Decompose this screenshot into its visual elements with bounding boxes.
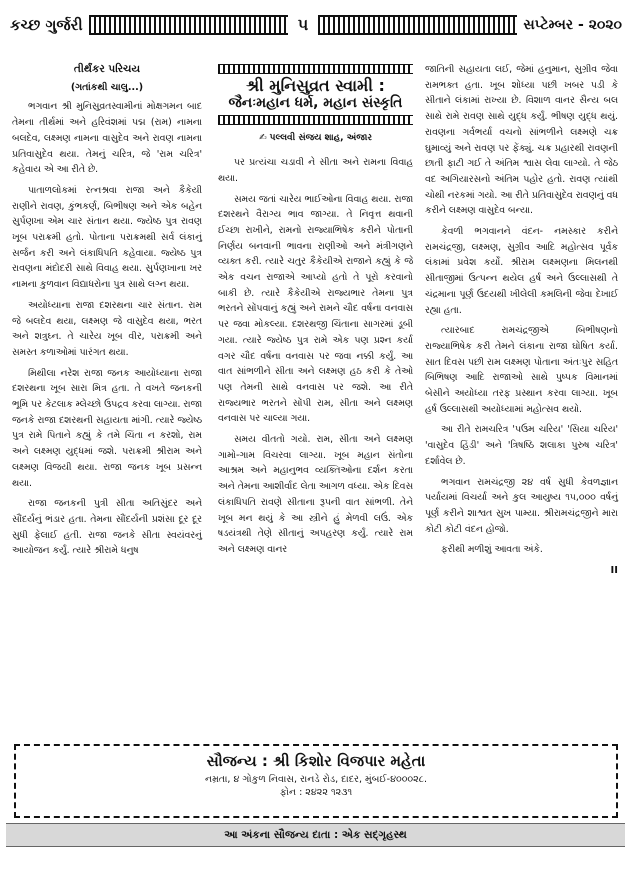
- left-paragraph-5: રાજા જનકની પુત્રી સીતા અતિસુંદર અને સૌંદર્યનું ભંડાર હતા. તેમના સૌંદર્યની પ્રશંસા દૂર દૂર સુધી ફેલાઈ હતી. રાજા જનકે સીતા સ્વયંવરનું આયોજન કર્યું. ત્યારે શ્રીરામે ધનુષ: [12, 498, 202, 557]
- page-header: [10, 10, 622, 40]
- right-paragraph-6: ફરીથી મળીશું આવતા અંકે.: [441, 544, 543, 556]
- left-paragraph-3: અયોધ્યાના રાજા દશરથના ચાર સંતાન. રામ જે બલદેવ થયા, લક્ષ્મણ જે વાસુદેવ થયા, ભરત અને શત્રુઘ્ન. તે ચારેય ખૂબ વીર, પરાક્રમી અને સમસ્ત કળાઓમાં પારંગત થયા.: [12, 299, 202, 358]
- page-number: ૫: [297, 15, 309, 34]
- right-paragraph-2: કેવળી ભગવાનને વંદન- નમસ્કાર કરીને રામચંદ્રજી, લક્ષ્મણ, સુગ્રીવ આદિ મહોત્સવ પૂર્વક લંકામાં પ્રવેશ કર્યો. શ્રીરામ લક્ષ્મણના મિલનથી સીતાજીમાં ઉત્પન્ન થયેલ હર્ષ અને ઉલ્લાસથી તે ચંદ્રમાના પૂર્ણ ઉદયથી ખીલેલી કમલિની જેવા દેખાઈ રહ્યા હતા.: [425, 226, 618, 316]
- continued-note: (ગતાંકથી ચાલુ...): [70, 81, 144, 93]
- right-paragraph-5: ભગવાન રામચંદ્રજી ૨૪ વર્ષ સુધી કેવળજ્ઞાન પર્યાયમાં વિચર્યા અને કુલ આયુષ્ય ૧૫,૦૦૦ વર્ષનું પૂર્ણ કરીને શાશ્વત સુખ પામ્યા. શ્રીરામચંદ્રજીને મારા કોટી કોટી વંદન હોજો.: [425, 476, 618, 535]
- left-column: [12, 62, 202, 564]
- left-paragraph-2: પાતાળલોકમાં રત્નશ્રવા રાજા અને કૈકેયી રાણીને રાવણ, કુંભકર્ણ, બિભીષણ અને એક બહેન સુર્પણખા એમ ચાર સંતાન થયા. જ્યેષ્ઠ પુત્ર રાવણ ખૂબ પરાક્રમી હતો. પોતાના પરાક્રમથી સર્વ લંકાનું સર્જન કરી અને લંકાધિપતિ કહેવાયા. જ્યેષ્ઠ પુત્ર રાવણના મંદોદરી સાથે વિવાહ થયા. સુર્પણખાના ખર નામના કુળવાન વિદ્યાધરોના પુત્ર સાથે લગ્ન થયા.: [12, 184, 202, 291]
- article-author: ✍ પલ્લવી સંજય શાહ, અંજાર: [259, 133, 372, 144]
- title-rule-bottom: [218, 115, 413, 125]
- header-border-left: [89, 15, 288, 35]
- section-title: તીર્થંકર પરિચય: [73, 63, 141, 75]
- issue-date: સપ્ટેમ્બર - ૨૦૨૦: [523, 17, 622, 33]
- article-subtitle: જૈનઃમહાન ધર્મ, મહાન સંસ્કૃતિ: [228, 94, 403, 111]
- sponsor-phone: ફોન : ૨૪૨૨ ૧૨૩૧: [279, 787, 353, 798]
- article-title: શ્રી મુનિસુવ્રત સ્વામી :: [246, 76, 385, 95]
- right-column: [425, 62, 618, 579]
- right-paragraph-1: જાતિની સહાયતા લઈ, જેમાં હનુમાન, સુગ્રીવ જેવા રામભક્ત હતા. ખૂબ શોધ્યા પછી ખબર પડી કે સીતાને લંકામાં રાખ્યા છે. વિશાળ વાનર સૈન્ય બલ સાથે રામે રાવણ સાથે યુદ્ધ કર્યું. ભીષણ યુદ્ધ થયું. રાવણના ગર્વભર્યા વચનો સાંભળીને લક્ષ્મણે ચક્ર ઘુમાવ્યું અને રાવણ પર ફેંક્યું. ચક્ર પ્રહારથી રાવણની છાતી ફાટી ગઈ તે અંતિમ શ્વાસ લેવા લાગ્યો. તે જેઠ વદ અગિયારસનો અંતિમ પહોર હતો. રાવણ ત્યાંથી ચોથી નરકમાં ગયો. આ રીતે પ્રતિવાસુદેવ રાવણનું વધ કરીને લક્ષ્મણ વાસુદેવ બન્યા.: [425, 64, 618, 217]
- title-rule-top: [218, 64, 413, 74]
- left-paragraph-4: મિથીલા નરેશ રાજા જનક આયોધ્યાના રાજા દશરથના ખૂબ સારા મિત્ર હતા. તે વખતે જનકની ભૂમિ પર કેટલાક મ્લેચ્છો ઉપદ્રવ કરવા લાગ્યા. રાજા જનકે રાજા દશરથની સહાયતા માંગી. ત્યારે જ્યેષ્ઠ પુત્ર રામે પિતાને કહ્યું કે તમે ચિંતા ન કરશો, રામ અને લક્ષ્મણ યુદ્ધમાં જશે. પરાક્રમી શ્રીરામ અને લક્ષ્મણ વિજયી થયા. રાજા જનક ખૂબ પ્રસન્ન થયા.: [12, 367, 202, 489]
- left-paragraph-1: ભગવાન શ્રી મુનિસુવ્રતસ્વામીનાં મોક્ષગમન બાદ તેમના તીર્થમાં અને હરિવંશમાં પદ્મ (રામ) નામના બલદેવ, લક્ષ્મણ નામના વાસુદેવ અને રાવણ નામના પ્રતિવાસુદેવ થયા. તેમનું ચરિત્ર, જે 'રામ ચરિત્ર' કહેવાય એ આ રીતે છે.: [12, 101, 202, 176]
- sponsor-name: સૌજન્ય : શ્રી કિશોર વિજપાર મહેતા: [206, 752, 426, 770]
- right-paragraph-4: આ રીતે રામચરિત્ર 'પઉમ ચરિય' 'સિયા ચરિય' 'વાસુદેવ હિંડી' અને 'ત્રિષષ્ઠિ શલાકા પુરુષ ચરિત્ર' દર્શાવેલ છે.: [425, 424, 618, 467]
- right-paragraph-3: ત્યારબાદ રામચંદ્રજીએ બિભીષણનો રાજ્યાભિષેક કરી તેમને લંકાના રાજા ઘોષિત કર્યા. સાત દિવસ પછી રામ લક્ષ્મણ પોતાના અંતઃપુર સહિત બિભિષણ આદિ રાજાઓ સાથે પુષ્પક વિમાનમાં બેસીને અયોધ્યા તરફ પ્રસ્થાન કરવા લાગ્યા. ખૂબ હર્ષ ઉલ્લાસથી અયોધ્યામાં મહોત્સવ થયો.: [425, 325, 618, 415]
- end-mark: II: [610, 565, 618, 577]
- magazine-name: કચ્છ ગુર્જરી: [10, 16, 83, 34]
- middle-paragraph-2: સમય જતાં ચારેય ભાઈઓના વિવાહ થયા. રાજા દશરથને વૈરાગ્ય ભાવ જાગ્યા. તે નિવૃત્ત થવાની ઈચ્છા રાખીને, રામનો રાજ્યાભિષેક કરીને પોતાની નિર્ણય બનવાની ભાવના રાણીઓ અને મંત્રીગણને વ્યક્ત કરી. ત્યારે ચતુર કૈકેયીએ રાજાને કહ્યું કે જે એક વચન રાજાએ આપ્યો હતો તે પૂરો કરવાનો બાકી છે. ત્યારે કૈકેયીએ રાજ્યભાર તેમના પુત્ર ભરતને સોંપવાનું કહ્યું અને રામને ચૌદ વર્ષના વનવાસ પર જવા મોકલ્યા. દશરથજી ચિંતાના સાગરમાં ડૂબી ગયા. ત્યારે જ્યેષ્ઠ પુત્ર રામે એક પણ પ્રશ્ન કર્યા વગર ચૌદ વર્ષના વનવાસ પર જવા નક્કી કર્યું. આ વાત સાંભળીને સીતા અને લક્ષ્મણ હઠ કરી કે તેઓ પણ તેમની સાથે વનવાસ પર જશે. આ રીતે રાજ્યભાર ભરતને સોંપી રામ, સીતા અને લક્ષ્મણ વનવાસ પર ચાલ્યા ગયા.: [218, 193, 413, 425]
- middle-column: [218, 62, 413, 563]
- footer-banner: આ અંકના સૌજન્ય દાતા : એક સદ્ગૃહસ્થ: [6, 823, 625, 847]
- sponsor-address: નમ્રતા, ૪ ગોકુળ નિવાસ, રાનડે રોડ, દાદર, મુંબઈ-૪૦૦૦૨૮.: [205, 774, 427, 785]
- middle-paragraph-1: પર પ્રત્યંચા ચડાવી ને સીતા અને રામના વિવાહ થયા.: [218, 157, 413, 184]
- middle-paragraph-3: સમય વીતતો ગયો. રામ, સીતા અને લક્ષ્મણ ગામો-ગામ વિચરવા લાગ્યા. ખૂબ મહાન સંતોના આશ્રમ અને મહાનુભવ વ્યક્તિઓના દર્શન કરતા અને તેમના આશીર્વાદ લેતા આગળ વધ્યા. એક દિવસ લંકાધિપતિ રાવણે સીતાના રૂપની વાત સાંભળી. તેને ખૂબ મન થયું કે આ સ્ત્રીને હું મેળવી લઉં. એક ષડયંત્રથી તેણે સીતાનું અપહરણ કર્યું. ત્યારે રામ અને લક્ષ્મણ વાનર: [218, 434, 413, 555]
- sponsor-box: [14, 744, 618, 818]
- header-border-right: [318, 15, 517, 35]
